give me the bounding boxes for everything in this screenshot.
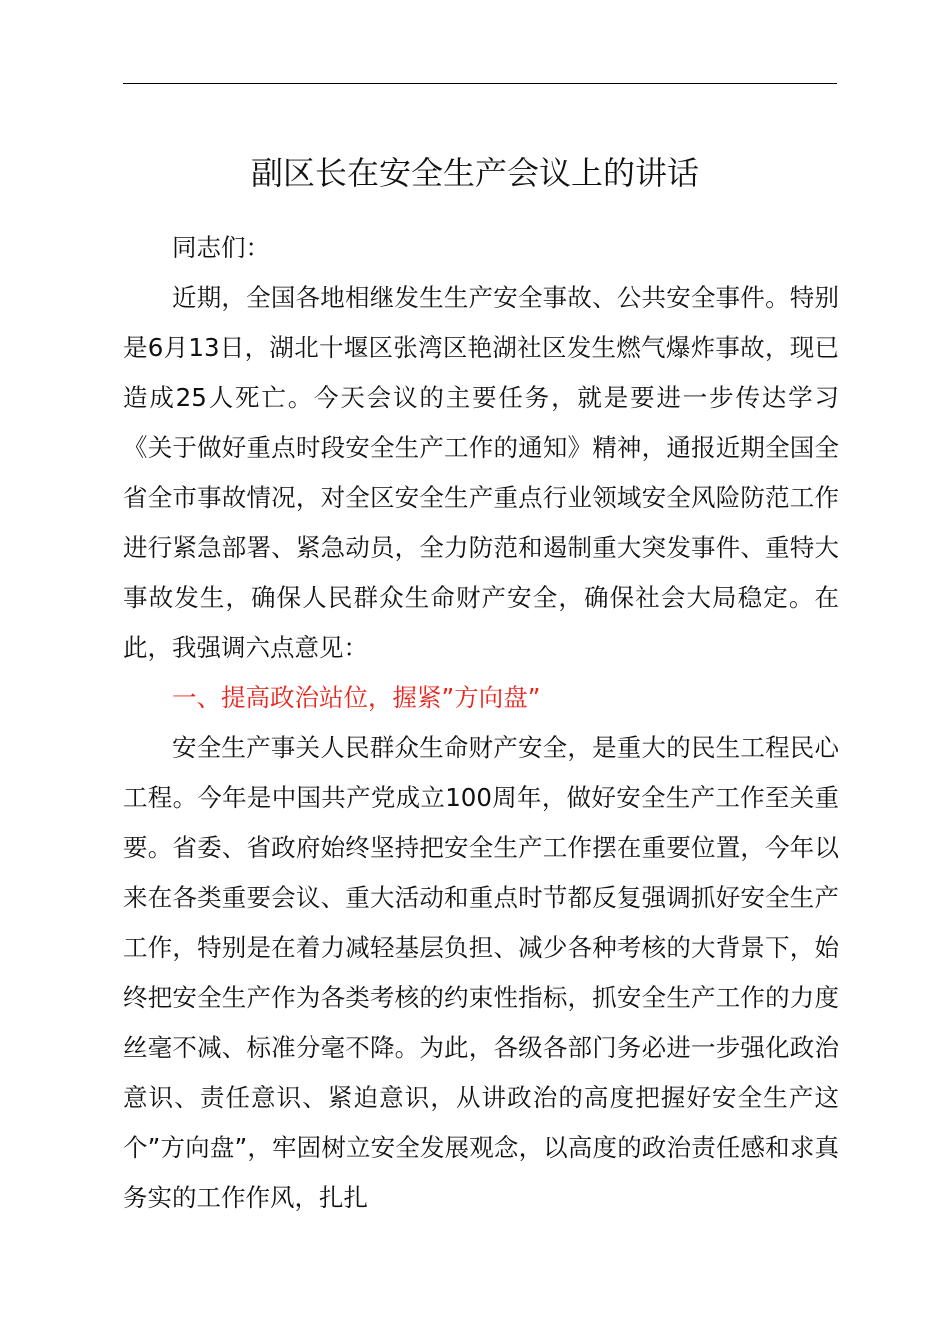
document-title: 副区长在安全生产会议上的讲话 xyxy=(250,154,699,192)
section-heading: 一、提高政治站位，握紧”方向盘” xyxy=(172,683,541,712)
section-paragraph: 安全生产事关人民群众生命财产安全，是重大的民生工程民心工程。今年是中国共产党成立100周年，做好安全生产工作至关重要。省委、省政府始终坚持把安全生产工作摆在重要位置，今年以来在各类重要会议、重大活动和重点时节都反复强调抓好安全生产工作，特别是在着力减轻基层负担、减少各种考核的大背景下，始终把安全生产作为各类考核的约束性指标，抓安全生产工作的力度丝毫不减、标准分毫不降。为此，各级各部门务必进一步强化政治意识、责任意识、紧迫意识，从讲政治的高度把握好安全生产这个”方向盘”，牢固树立安全发展观念，以高度的政治责任感和求真务实的工作作风，扎扎 xyxy=(123,733,839,1212)
header-rule xyxy=(123,83,837,84)
salutation: 同志们： xyxy=(172,233,270,262)
intro-paragraph: 近期，全国各地相继发生生产安全事故、公共安全事件。特别是6月13日，湖北十堰区张湾区艳湖社区发生燃气爆炸事故，现已造成25人死亡。今天会议的主要任务，就是要进一步传达学习《关于做好重点时段安全生产工作的通知》精神，通报近期全国全省全市事故情况，对全区安全生产重点行业领域安全风险防范工作进行紧急部署、紧急动员，全力防范和遏制重大突发事件、重特大事故发生，确保人民群众生命财产安全，确保社会大局稳定。在此，我强调六点意见： xyxy=(123,283,839,662)
document-body xyxy=(123,223,839,1223)
